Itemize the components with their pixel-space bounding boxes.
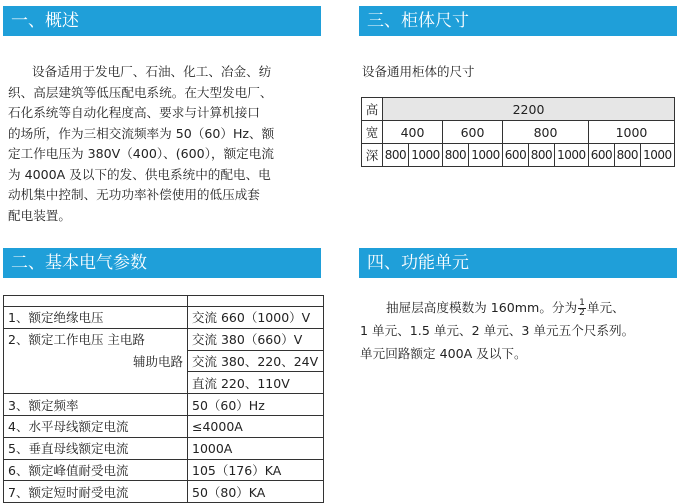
overview-line: 配电装置。 [8,207,71,223]
spacer-cell [188,296,324,307]
param-value: 交流 380、220、24V [188,350,324,372]
depth-cell: 600 [588,144,614,167]
param-name: 3、额定频率 [4,394,188,416]
overview-line: 为 4000A 及以下的发、供电系统中的配电、电 [8,166,271,182]
table-row [4,459,324,481]
electrical-params-table [3,295,324,503]
depth-cell: 1000 [554,144,588,167]
row-label-height: 高 [362,98,383,121]
param-value: 交流 380（660）V [188,328,324,350]
table-row [4,415,324,437]
spacer-cell [4,296,188,307]
overview-line: 石化系统等自动化程度高、要求与计算机接口 [8,105,260,120]
row-label-width: 宽 [362,121,383,144]
section-header-cabinet: 三、柜体尺寸 [359,6,677,36]
depth-cell: 1000 [408,144,442,167]
table-row [4,372,324,394]
param-name: 2、额定工作电压 主电路 [4,328,188,350]
width-cell: 600 [443,121,503,144]
param-name-cell [4,350,188,372]
cabinet-caption: 设备通用柜体的尺寸 [362,64,475,79]
table-row-depth [362,144,675,167]
overview-line: 定工作电压为 380V（400）、(600），额定电流 [8,146,274,161]
function-text: 单元、 [586,300,625,315]
param-value: 50（60）Hz [188,394,324,416]
param-subname: 辅助电路 [132,353,183,369]
function-line: 单元回路额定 400A 及以下。 [360,346,527,361]
table-spacer-row [4,296,324,307]
table-row [4,350,324,372]
param-value: 直流 220、110V [188,372,324,394]
overview-line: 织、高层建筑等低压配电系统。在大型发电厂、 [8,84,273,100]
cabinet-dimensions-table [361,97,675,167]
table-row [4,481,324,503]
table-row-width [362,121,675,144]
overview-paragraph [8,62,320,226]
param-value: ≤4000A [188,415,324,437]
overview-line: 动机集中控制、无功功率补偿使用的低压成套 [8,187,260,202]
height-value: 2200 [383,98,675,121]
width-cell: 800 [503,121,589,144]
width-cell: 400 [383,121,443,144]
fraction-half [578,299,586,318]
param-name: 4、水平母线额定电流 [4,415,188,437]
param-value: 1000A [188,437,324,459]
overview-line: 设备适用于发电厂、石油、化工、冶金、纺 [32,64,272,79]
param-name: 7、额定短时耐受电流 [4,481,188,503]
row-label-depth: 深 [362,144,383,167]
fraction-denominator: 2 [579,308,585,318]
param-name: 1、额定绝缘电压 [4,307,188,329]
function-paragraph [360,296,678,365]
param-name: 5、垂直母线额定电流 [4,437,188,459]
depth-cell: 1000 [640,144,674,167]
depth-cell: 800 [383,144,409,167]
fraction-numerator: 1 [579,298,585,308]
param-name [4,372,188,394]
section-header-function: 四、功能单元 [359,248,677,278]
overview-line: 的场所，作为三相交流频率为 50（60）Hz、额 [8,125,275,141]
table-row [4,437,324,459]
param-value: 交流 660（1000）V [188,307,324,329]
table-row-height [362,98,675,121]
table-row [4,394,324,416]
param-value: 50（80）KA [188,481,324,503]
section-header-overview: 一、概述 [3,6,321,36]
function-line: 1 单元、1.5 单元、2 单元、3 单元五个尺系列。 [360,323,635,338]
depth-cell: 800 [528,144,554,167]
param-name: 6、额定峰值耐受电流 [4,459,188,481]
table-row [4,307,324,329]
function-text: 抽屉层高度模数为 160mm。分为 [386,300,578,315]
param-value: 105（176）KA [188,459,324,481]
table-row [4,328,324,350]
section-header-params: 二、基本电气参数 [3,248,321,278]
depth-cell: 1000 [468,144,502,167]
depth-cell: 800 [614,144,640,167]
function-line [360,296,678,319]
width-cell: 1000 [588,121,674,144]
depth-cell: 800 [443,144,469,167]
depth-cell: 600 [503,144,529,167]
